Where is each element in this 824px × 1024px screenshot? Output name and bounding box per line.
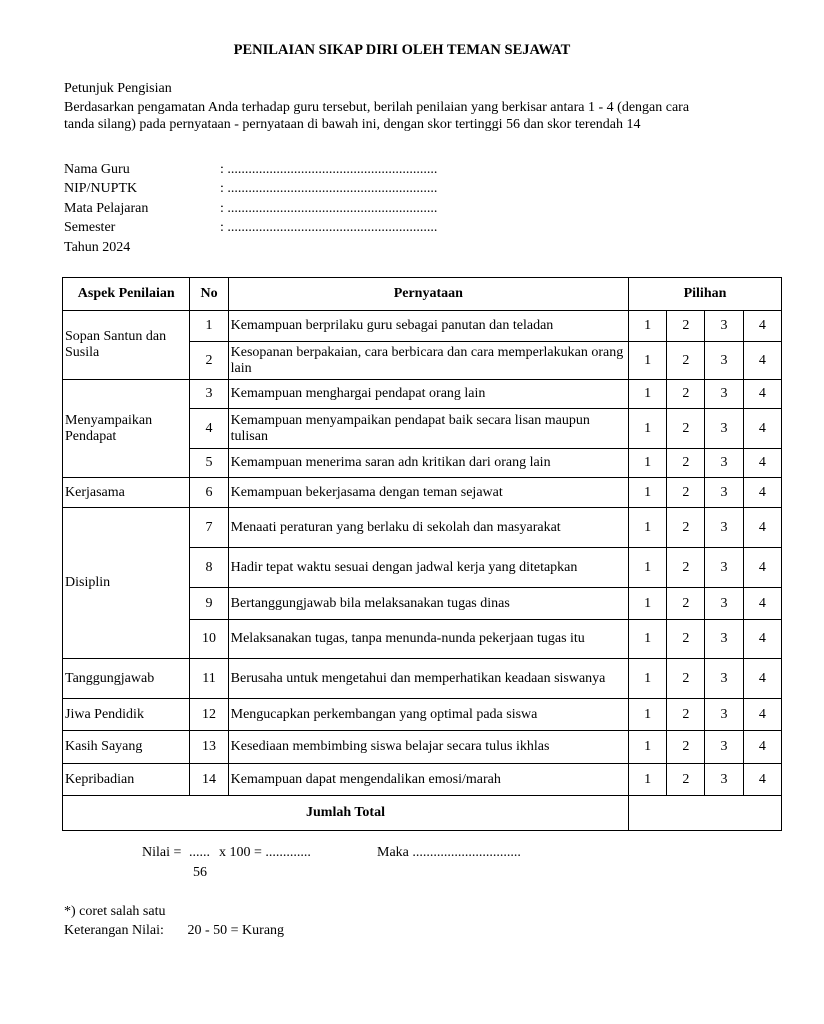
score-legend: [64, 923, 284, 939]
field-nip-nuptk: [64, 181, 524, 200]
instructions-line-2: tanda silang) pada pernyataan - pernyataan di bawah ini, dengan skor tertinggi 56 dan skor terendah 14: [64, 117, 641, 132]
score-option-2[interactable]: 2: [667, 699, 705, 731]
number-cell: 10: [190, 620, 228, 659]
score-option-2[interactable]: 2: [667, 409, 705, 449]
score-option-1[interactable]: 1: [629, 764, 667, 796]
field-blank: : ............................................................: [220, 162, 438, 177]
header-no: No: [190, 278, 228, 311]
aspect-cell: Kepribadian: [63, 764, 190, 796]
score-option-1[interactable]: 1: [629, 548, 667, 588]
statement-cell: Bertanggungjawab bila melaksanakan tugas dinas: [228, 588, 628, 620]
statement-cell: Menaati peraturan yang berlaku di sekolah dan masyarakat: [228, 508, 628, 548]
field-tahun: [64, 240, 524, 259]
score-option-1[interactable]: 1: [629, 449, 667, 478]
total-row: [63, 796, 782, 831]
table-row: [63, 659, 782, 699]
score-option-1[interactable]: 1: [629, 409, 667, 449]
statement-cell: Mengucapkan perkembangan yang optimal pada siswa: [228, 699, 628, 731]
number-cell: 8: [190, 548, 228, 588]
field-label: NIP/NUPTK: [64, 181, 138, 196]
score-option-3[interactable]: 3: [705, 548, 743, 588]
score-option-3[interactable]: 3: [705, 311, 743, 342]
table-row: [63, 731, 782, 764]
score-option-2[interactable]: 2: [667, 548, 705, 588]
number-cell: 13: [190, 731, 228, 764]
table-row: [63, 699, 782, 731]
score-option-4[interactable]: 4: [743, 699, 781, 731]
score-option-4[interactable]: 4: [743, 659, 781, 699]
score-option-3[interactable]: 3: [705, 342, 743, 380]
formula-result: Maka ...............................: [377, 845, 521, 860]
statement-cell: Kemampuan berprilaku guru sebagai panutan dan teladan: [228, 311, 628, 342]
legend-value: 20 - 50 = Kurang: [187, 923, 285, 938]
score-option-1[interactable]: 1: [629, 620, 667, 659]
table-row: [63, 311, 782, 342]
score-option-4[interactable]: 4: [743, 588, 781, 620]
number-cell: 3: [190, 380, 228, 409]
aspect-cell: Jiwa Pendidik: [63, 699, 190, 731]
score-option-2[interactable]: 2: [667, 380, 705, 409]
aspect-cell: Menyampaikan Pendapat: [63, 380, 190, 478]
number-cell: 9: [190, 588, 228, 620]
statement-cell: Kemampuan menyampaikan pendapat baik secara lisan maupun tulisan: [228, 409, 628, 449]
legend-label: Keterangan Nilai:: [64, 923, 164, 938]
score-option-3[interactable]: 3: [705, 380, 743, 409]
number-cell: 14: [190, 764, 228, 796]
header-pernyataan: Pernyataan: [228, 278, 628, 311]
table-row: [63, 380, 782, 409]
score-option-2[interactable]: 2: [667, 764, 705, 796]
score-option-1[interactable]: 1: [629, 588, 667, 620]
field-blank: : ............................................................: [220, 220, 438, 235]
score-option-4[interactable]: 4: [743, 409, 781, 449]
aspect-cell: Kasih Sayang: [63, 731, 190, 764]
score-option-1[interactable]: 1: [629, 380, 667, 409]
statement-cell: Kesediaan membimbing siswa belajar secara tulus ikhlas: [228, 731, 628, 764]
score-option-3[interactable]: 3: [705, 508, 743, 548]
score-option-4[interactable]: 4: [743, 548, 781, 588]
score-option-4[interactable]: 4: [743, 449, 781, 478]
score-option-2[interactable]: 2: [667, 620, 705, 659]
field-semester: [64, 220, 524, 239]
score-option-3[interactable]: 3: [705, 449, 743, 478]
score-option-2[interactable]: 2: [667, 342, 705, 380]
score-option-3[interactable]: 3: [705, 409, 743, 449]
score-option-4[interactable]: 4: [743, 508, 781, 548]
score-option-1[interactable]: 1: [629, 731, 667, 764]
statement-cell: Hadir tepat waktu sesuai dengan jadwal kerja yang ditetapkan: [228, 548, 628, 588]
score-option-3[interactable]: 3: [705, 588, 743, 620]
field-label: Nama Guru: [64, 162, 130, 177]
score-option-2[interactable]: 2: [667, 508, 705, 548]
statement-cell: Kemampuan menerima saran adn kritikan dari orang lain: [228, 449, 628, 478]
formula-multiplier: x 100 = .............: [219, 845, 311, 860]
score-option-1[interactable]: 1: [629, 659, 667, 699]
score-option-4[interactable]: 4: [743, 731, 781, 764]
score-option-3[interactable]: 3: [705, 699, 743, 731]
score-option-4[interactable]: 4: [743, 620, 781, 659]
score-option-4[interactable]: 4: [743, 764, 781, 796]
field-label: Mata Pelajaran: [64, 201, 149, 216]
score-option-4[interactable]: 4: [743, 311, 781, 342]
instructions-line-1: Berdasarkan pengamatan Anda terhadap guru tersebut, berilah penilaian yang berkisar antara 1 - 4 (dengan cara: [64, 100, 690, 115]
number-cell: 4: [190, 409, 228, 449]
aspect-cell: Tanggungjawab: [63, 659, 190, 699]
score-option-1[interactable]: 1: [629, 342, 667, 380]
score-option-4[interactable]: 4: [743, 380, 781, 409]
score-option-3[interactable]: 3: [705, 731, 743, 764]
table-row: [63, 764, 782, 796]
score-option-4[interactable]: 4: [743, 342, 781, 380]
score-option-3[interactable]: 3: [705, 764, 743, 796]
header-aspek: Aspek Penilaian: [63, 278, 190, 311]
table-header-row: [63, 278, 782, 311]
aspect-cell: Sopan Santun dan Susila: [63, 311, 190, 380]
total-label: Jumlah Total: [63, 796, 629, 831]
number-cell: 11: [190, 659, 228, 699]
score-option-2[interactable]: 2: [667, 588, 705, 620]
number-cell: 1: [190, 311, 228, 342]
formula-label: Nilai =: [142, 845, 182, 860]
score-option-1[interactable]: 1: [629, 699, 667, 731]
score-option-1[interactable]: 1: [629, 508, 667, 548]
formula-denominator: 56: [193, 865, 207, 880]
statement-cell: Kemampuan bekerjasama dengan teman sejawat: [228, 478, 628, 508]
statement-cell: Kesopanan berpakaian, cara berbicara dan cara memperlakukan orang lain: [228, 342, 628, 380]
field-blank: : ............................................................: [220, 201, 438, 216]
statement-cell: Melaksanakan tugas, tanpa menunda-nunda pekerjaan tugas itu: [228, 620, 628, 659]
table-row: [63, 478, 782, 508]
field-blank: : ............................................................: [220, 181, 438, 196]
score-option-4[interactable]: 4: [743, 478, 781, 508]
score-option-2[interactable]: 2: [667, 659, 705, 699]
score-option-3[interactable]: 3: [705, 620, 743, 659]
assessment-table: [62, 277, 782, 831]
statement-cell: Kemampuan dapat mengendalikan emosi/marah: [228, 764, 628, 796]
total-value-cell[interactable]: [629, 796, 782, 831]
score-option-1[interactable]: 1: [629, 478, 667, 508]
score-option-2[interactable]: 2: [667, 478, 705, 508]
number-cell: 5: [190, 449, 228, 478]
score-option-3[interactable]: 3: [705, 659, 743, 699]
score-option-2[interactable]: 2: [667, 731, 705, 764]
aspect-cell: Disiplin: [63, 508, 190, 659]
number-cell: 7: [190, 508, 228, 548]
number-cell: 2: [190, 342, 228, 380]
field-nama-guru: [64, 162, 524, 181]
field-label: Tahun 2024: [64, 240, 131, 255]
number-cell: 12: [190, 699, 228, 731]
score-option-1[interactable]: 1: [629, 311, 667, 342]
statement-cell: Kemampuan menghargai pendapat orang lain: [228, 380, 628, 409]
field-label: Semester: [64, 220, 116, 235]
instructions-text: [64, 99, 824, 133]
formula-numerator: ......: [189, 845, 210, 860]
document-title: PENILAIAN SIKAP DIRI OLEH TEMAN SEJAWAT: [233, 42, 571, 58]
field-mata-pelajaran: [64, 201, 524, 220]
aspect-cell: Kerjasama: [63, 478, 190, 508]
footnote: *) coret salah satu: [64, 904, 166, 919]
score-option-2[interactable]: 2: [667, 311, 705, 342]
score-option-3[interactable]: 3: [705, 478, 743, 508]
statement-cell: Berusaha untuk mengetahui dan memperhatikan keadaan siswanya: [228, 659, 628, 699]
score-option-2[interactable]: 2: [667, 449, 705, 478]
table-row: [63, 508, 782, 548]
header-pilihan: Pilihan: [629, 278, 782, 311]
instructions-heading: Petunjuk Pengisian: [64, 81, 172, 96]
number-cell: 6: [190, 478, 228, 508]
